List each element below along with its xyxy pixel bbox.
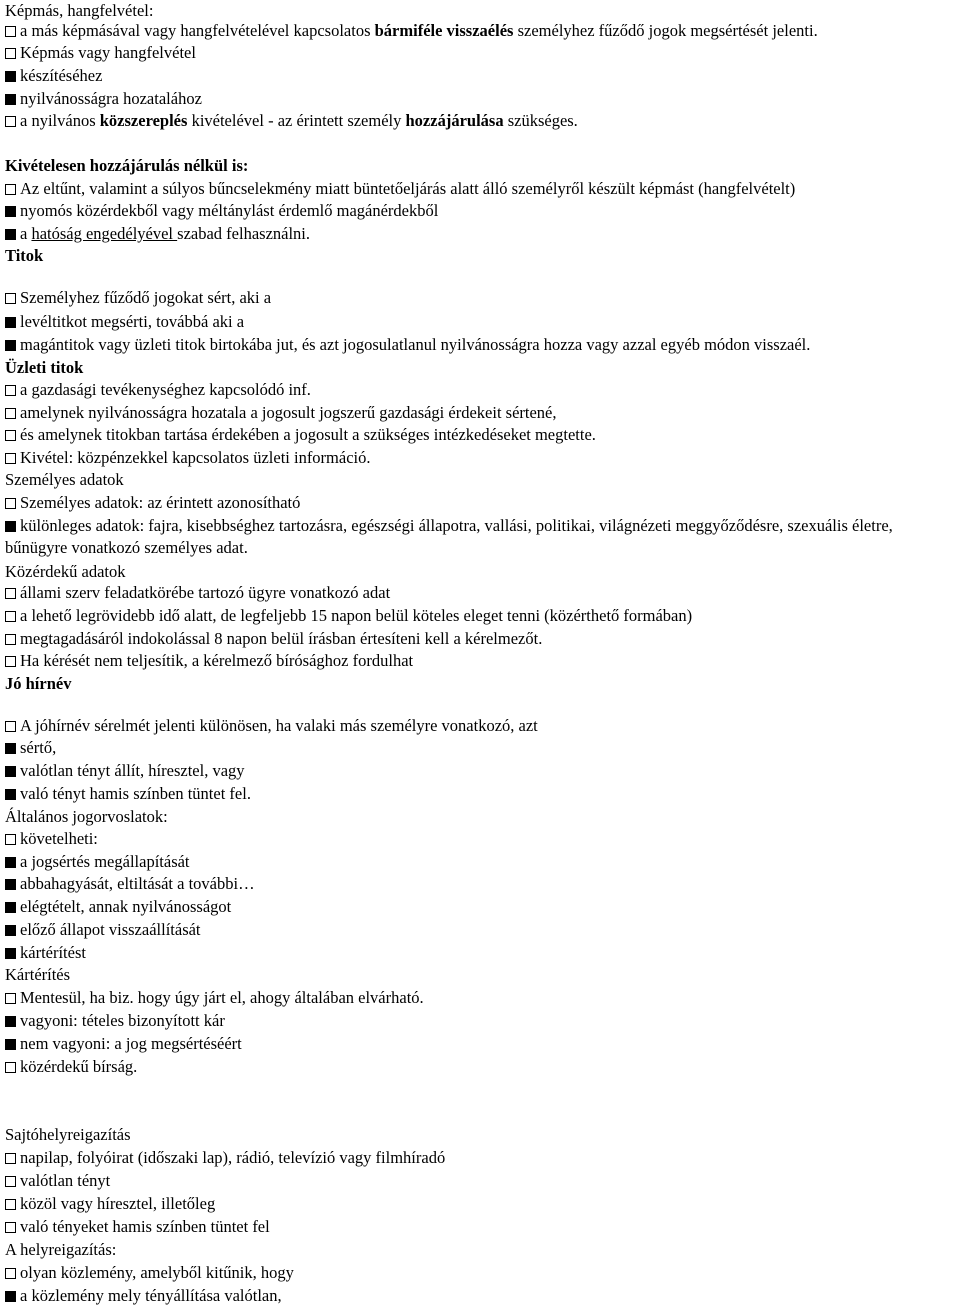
list-item <box>5 447 371 469</box>
list-item <box>5 582 390 604</box>
list-item <box>5 650 413 672</box>
filled-square-bullet-icon <box>5 879 16 890</box>
list-item <box>5 20 818 42</box>
text-span: levéltitkot megsérti, továbbá aki a <box>20 312 245 331</box>
filled-square-bullet-icon <box>5 743 16 754</box>
section-heading <box>5 357 83 379</box>
section-heading <box>5 1239 116 1261</box>
list-item <box>5 515 955 559</box>
text-span: megtagadásáról indokolással 8 napon belül írásban értesíteni kell a kérelmezőt. <box>20 629 543 648</box>
section-heading <box>5 1124 131 1146</box>
text-span: a közlemény mely tényállítása valótlan, <box>20 1286 282 1305</box>
text-span: vagyoni: tételes bizonyított kár <box>20 1011 225 1030</box>
hollow-square-bullet-icon <box>5 588 16 599</box>
hollow-square-bullet-icon <box>5 1153 16 1164</box>
section-heading <box>5 561 126 583</box>
text-span: Mentesül, ha biz. hogy úgy járt el, ahogy általában elvárható. <box>20 988 424 1007</box>
hollow-square-bullet-icon <box>5 993 16 1004</box>
bold-text: Jó hírnév <box>5 674 72 693</box>
text-span: közérdekű bírság. <box>20 1057 138 1076</box>
text-span: Kivétel: közpénzekkel kapcsolatos üzleti információ. <box>20 448 371 467</box>
text-span: előző állapot visszaállítását <box>20 920 201 939</box>
text-span: való tényeket hamis színben tüntet fel <box>20 1217 270 1236</box>
text-span: kivételével - az érintett személy <box>187 111 406 130</box>
text-span: a más képmásával vagy hangfelvételével kapcsolatos <box>20 21 375 40</box>
hollow-square-bullet-icon <box>5 634 16 645</box>
list-item <box>5 424 596 446</box>
list-item <box>5 919 201 941</box>
text-span: Személyes adatok: az érintett azonosítható <box>20 493 301 512</box>
text-span: valótlan tényt állít, híresztel, vagy <box>20 761 245 780</box>
hollow-square-bullet-icon <box>5 1268 16 1279</box>
text-span: különleges adatok: fajra, kisebbséghez tartozásra, egészségi állapotra, vallási, politikai, világnézeti meggyőződésre, szexuális életre, bűnügyre vonatkozó személyes adat. <box>5 516 893 557</box>
section-heading <box>5 245 43 267</box>
list-item <box>5 200 438 222</box>
section-heading <box>5 155 248 177</box>
hollow-square-bullet-icon <box>5 656 16 667</box>
filled-square-bullet-icon <box>5 1039 16 1050</box>
text-span: szükséges. <box>503 111 578 130</box>
list-item <box>5 402 557 424</box>
bold-text: hozzájárulása <box>405 111 504 130</box>
text-span: abbahagyását, eltiltását a további… <box>20 874 255 893</box>
text-span: Kártérítés <box>5 965 71 984</box>
hollow-square-bullet-icon <box>5 48 16 59</box>
text-span: valótlan tényt <box>20 1171 111 1190</box>
section-heading <box>5 469 124 491</box>
text-span: elégtételt, annak nyilvánosságot <box>20 897 232 916</box>
filled-square-bullet-icon <box>5 766 16 777</box>
list-item <box>5 1262 294 1284</box>
bold-text: Kivételesen hozzájárulás nélkül is: <box>5 156 249 175</box>
list-item <box>5 178 795 200</box>
text-span: a nyilvános <box>20 111 100 130</box>
filled-square-bullet-icon <box>5 229 16 240</box>
filled-square-bullet-icon <box>5 206 16 217</box>
bold-text: bármiféle visszaélés <box>374 21 514 40</box>
text-span: olyan közlemény, amelyből kitűnik, hogy <box>20 1263 294 1282</box>
text-span: közöl vagy híresztel, illetőleg <box>20 1194 216 1213</box>
text-span: magántitok vagy üzleti titok birtokába jut, és azt jogosulatlanul nyilvánosságra hozza vagy azzal egyéb módon visszaél. <box>20 335 811 354</box>
text-span: Általános jogorvoslatok: <box>5 807 168 826</box>
list-item <box>5 287 271 309</box>
text-span: követelheti: <box>20 829 98 848</box>
text-span: Személyhez fűződő jogokat sért, aki a <box>20 288 272 307</box>
hollow-square-bullet-icon <box>5 26 16 37</box>
list-item <box>5 628 542 650</box>
list-item <box>5 873 255 895</box>
list-item <box>5 715 538 737</box>
list-item <box>5 334 810 356</box>
text-span: napilap, folyóirat (időszaki lap), rádió, televízió vagy filmhíradó <box>20 1148 446 1167</box>
text-span: nyomós közérdekből vagy méltánylást érdemlő magánérdekből <box>20 201 439 220</box>
text-span: Ha kérését nem teljesítik, a kérelmező bírósághoz fordulhat <box>20 651 414 670</box>
text-span: Képmás vagy hangfelvétel <box>20 43 196 62</box>
filled-square-bullet-icon <box>5 948 16 959</box>
text-span: nem vagyoni: a jog megsértéséért <box>20 1034 242 1053</box>
filled-square-bullet-icon <box>5 1016 16 1027</box>
text-span: Közérdekű adatok <box>5 562 126 581</box>
list-item <box>5 1285 282 1307</box>
hollow-square-bullet-icon <box>5 834 16 845</box>
text-span: Az eltűnt, valamint a súlyos bűncselekmény miatt büntetőeljárás alatt álló személyről készült képmást (hangfelvételt) <box>20 179 796 198</box>
section-heading <box>5 806 168 828</box>
hollow-square-bullet-icon <box>5 1199 16 1210</box>
list-item <box>5 783 251 805</box>
list-item <box>5 896 231 918</box>
list-item <box>5 223 310 245</box>
list-item <box>5 1010 225 1032</box>
list-item <box>5 110 578 132</box>
hollow-square-bullet-icon <box>5 430 16 441</box>
underlined-text: hatóság engedélyével <box>31 224 178 243</box>
list-item <box>5 1193 215 1215</box>
text-span: sértő, <box>20 738 57 757</box>
list-item <box>5 1056 137 1078</box>
list-item <box>5 1147 445 1169</box>
list-item <box>5 828 98 850</box>
text-span: személyhez fűződő jogok megsértését jelenti. <box>513 21 818 40</box>
list-item <box>5 1216 270 1238</box>
text-span: Sajtóhelyreigazítás <box>5 1125 131 1144</box>
text-span: a gazdasági tevékenységhez kapcsolódó inf. <box>20 380 311 399</box>
filled-square-bullet-icon <box>5 340 16 351</box>
list-item <box>5 851 190 873</box>
hollow-square-bullet-icon <box>5 1062 16 1073</box>
hollow-square-bullet-icon <box>5 408 16 419</box>
hollow-square-bullet-icon <box>5 453 16 464</box>
text-span: kártérítést <box>20 943 86 962</box>
text-span: készítéséhez <box>20 66 103 85</box>
text-span: és amelynek titokban tartása érdekében a jogosult a szükséges intézkedéseket megtette. <box>20 425 596 444</box>
filled-square-bullet-icon <box>5 925 16 936</box>
text-span: a jogsértés megállapítását <box>20 852 190 871</box>
list-item <box>5 42 196 64</box>
hollow-square-bullet-icon <box>5 293 16 304</box>
text-span: Személyes adatok <box>5 470 124 489</box>
text-span: szabad felhasználni. <box>177 224 311 243</box>
hollow-square-bullet-icon <box>5 498 16 509</box>
text-span: Képmás, hangfelvétel: <box>5 1 154 20</box>
list-item <box>5 492 300 514</box>
text-span: A jóhírnév sérelmét jelenti különösen, ha valaki más személyre vonatkozó, azt <box>20 716 538 735</box>
text-span: A helyreigazítás: <box>5 1240 117 1259</box>
bold-text: Titok <box>5 246 44 265</box>
bold-text: Üzleti titok <box>5 358 84 377</box>
hollow-square-bullet-icon <box>5 721 16 732</box>
bold-text: közszereplés <box>99 111 188 130</box>
text-span: nyilvánosságra hozatalához <box>20 89 202 108</box>
list-item <box>5 737 56 759</box>
filled-square-bullet-icon <box>5 789 16 800</box>
section-heading <box>5 673 71 695</box>
filled-square-bullet-icon <box>5 521 16 532</box>
filled-square-bullet-icon <box>5 71 16 82</box>
filled-square-bullet-icon <box>5 902 16 913</box>
filled-square-bullet-icon <box>5 857 16 868</box>
list-item <box>5 379 311 401</box>
section-heading <box>5 0 153 22</box>
list-item <box>5 311 244 333</box>
filled-square-bullet-icon <box>5 94 16 105</box>
text-span: való tényt hamis színben tüntet fel. <box>20 784 251 803</box>
section-heading <box>5 964 70 986</box>
list-item <box>5 65 102 87</box>
text-span: a <box>20 224 32 243</box>
text-span: amelynek nyilvánosságra hozatala a jogosult jogszerű gazdasági érdekeit sértené, <box>20 403 557 422</box>
text-span: állami szerv feladatkörébe tartozó ügyre vonatkozó adat <box>20 583 391 602</box>
hollow-square-bullet-icon <box>5 611 16 622</box>
list-item <box>5 1033 242 1055</box>
hollow-square-bullet-icon <box>5 1222 16 1233</box>
list-item <box>5 760 245 782</box>
hollow-square-bullet-icon <box>5 1176 16 1187</box>
list-item <box>5 1170 110 1192</box>
text-span: a lehető legrövidebb idő alatt, de legfeljebb 15 napon belül köteles eleget tenni (közérthető formában) <box>20 606 693 625</box>
hollow-square-bullet-icon <box>5 385 16 396</box>
list-item <box>5 987 424 1009</box>
list-item <box>5 942 86 964</box>
list-item <box>5 88 202 110</box>
hollow-square-bullet-icon <box>5 116 16 127</box>
filled-square-bullet-icon <box>5 317 16 328</box>
hollow-square-bullet-icon <box>5 184 16 195</box>
list-item <box>5 605 692 627</box>
